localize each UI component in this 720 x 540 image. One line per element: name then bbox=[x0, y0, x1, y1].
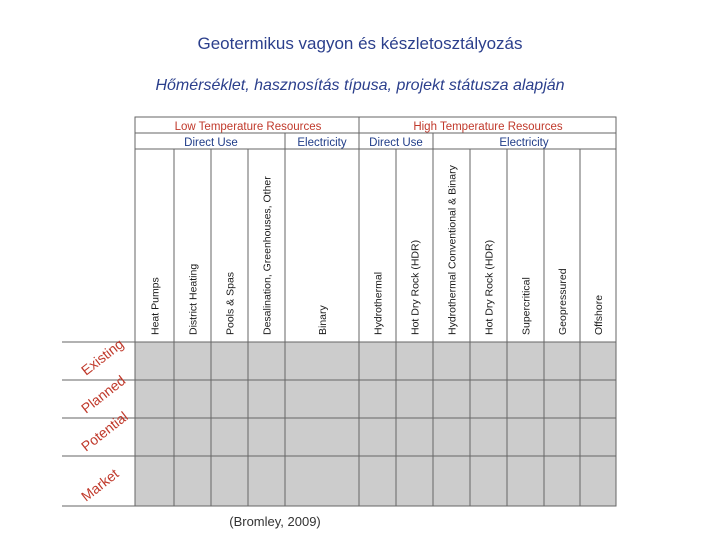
status-cell bbox=[248, 342, 285, 380]
row-label: Planned bbox=[77, 372, 129, 417]
status-cell bbox=[507, 456, 544, 506]
status-cell bbox=[359, 456, 396, 506]
page-title: Geotermikus vagyon és készletosztályozás bbox=[197, 34, 523, 53]
row-label: Market bbox=[77, 465, 122, 505]
citation: (Bromley, 2009) bbox=[229, 514, 321, 529]
status-cell bbox=[544, 418, 580, 456]
row-label: Existing bbox=[77, 335, 127, 379]
column-label: Pools & Spas bbox=[224, 271, 237, 335]
status-cell bbox=[285, 418, 359, 456]
status-cell bbox=[580, 418, 616, 456]
status-cell bbox=[248, 418, 285, 456]
row-label: Potential bbox=[77, 408, 131, 455]
column-label: Hydrothermal bbox=[372, 271, 385, 335]
status-cell bbox=[470, 456, 507, 506]
status-cell bbox=[544, 456, 580, 506]
group-header-low-temperature: Low Temperature Resources bbox=[174, 121, 322, 133]
status-cell bbox=[285, 380, 359, 418]
status-cell bbox=[248, 456, 285, 506]
status-cell bbox=[580, 380, 616, 418]
status-cell bbox=[359, 342, 396, 380]
status-cell bbox=[433, 418, 470, 456]
status-cell bbox=[544, 380, 580, 418]
status-cell bbox=[507, 380, 544, 418]
status-cell bbox=[174, 456, 211, 506]
status-cell bbox=[580, 456, 616, 506]
status-cell bbox=[433, 342, 470, 380]
column-label: Supercritical bbox=[520, 277, 533, 335]
status-cell bbox=[211, 342, 248, 380]
column-label: Desalination, Greenhouses, Other bbox=[261, 176, 274, 335]
column-label: District Heating bbox=[187, 263, 200, 335]
column-label: Offshore bbox=[593, 294, 605, 335]
column-label: Hot Dry Rock (HDR) bbox=[409, 239, 422, 335]
column-label: Heat Pumps bbox=[149, 277, 162, 335]
status-cell bbox=[135, 380, 174, 418]
status-cell bbox=[248, 380, 285, 418]
status-cell bbox=[285, 342, 359, 380]
status-cell bbox=[135, 456, 174, 506]
status-cell bbox=[135, 342, 174, 380]
status-cell bbox=[285, 456, 359, 506]
status-cell bbox=[211, 456, 248, 506]
sub-header-low-electricity: Electricity bbox=[297, 137, 347, 149]
status-cell bbox=[470, 380, 507, 418]
status-cell bbox=[507, 342, 544, 380]
status-cell bbox=[396, 456, 433, 506]
status-cell bbox=[396, 418, 433, 456]
status-cell bbox=[396, 342, 433, 380]
status-cell bbox=[174, 342, 211, 380]
status-cell bbox=[174, 418, 211, 456]
column-label: Hot Dry Rock (HDR) bbox=[483, 239, 496, 335]
status-cell bbox=[544, 342, 580, 380]
group-header-high-temperature: High Temperature Resources bbox=[413, 121, 563, 133]
status-cell bbox=[211, 418, 248, 456]
status-cell bbox=[135, 418, 174, 456]
status-cell bbox=[470, 418, 507, 456]
status-cell bbox=[507, 418, 544, 456]
sub-header-high-direct-use: Direct Use bbox=[369, 137, 423, 149]
column-label: Binary bbox=[317, 305, 329, 335]
status-cell bbox=[174, 380, 211, 418]
status-cell bbox=[433, 380, 470, 418]
page-subtitle: Hőmérséklet, hasznosítás típusa, projekt státusza alapján bbox=[155, 77, 565, 94]
status-cell bbox=[580, 342, 616, 380]
row-labels bbox=[78, 336, 131, 505]
status-cell bbox=[359, 418, 396, 456]
status-cell bbox=[433, 456, 470, 506]
status-cell bbox=[396, 380, 433, 418]
sub-header-high-electricity: Electricity bbox=[499, 137, 549, 149]
status-cell bbox=[470, 342, 507, 380]
column-label: Geopressured bbox=[557, 268, 569, 335]
column-label: Hydrothermal Conventional & Binary bbox=[446, 165, 459, 335]
column-labels bbox=[150, 164, 606, 335]
status-cell bbox=[359, 380, 396, 418]
sub-header-low-direct-use: Direct Use bbox=[184, 137, 238, 149]
status-cell bbox=[211, 380, 248, 418]
